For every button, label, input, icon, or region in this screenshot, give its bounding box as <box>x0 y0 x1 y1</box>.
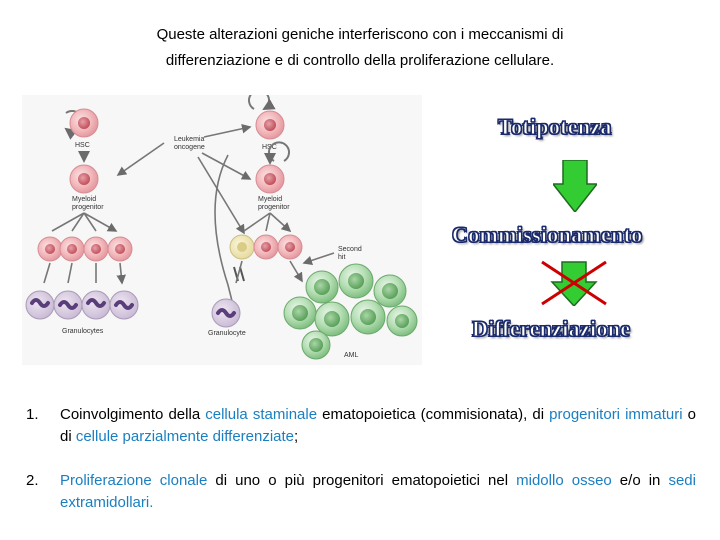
label-granulocyte: Granulocyte <box>208 330 246 337</box>
label-myeloid-right-2: progenitor <box>258 204 290 211</box>
text-span: ; <box>294 428 299 445</box>
highlight-span: sedi extramidollari. <box>60 472 696 511</box>
intermediate-cells-right <box>230 235 302 259</box>
text-span: e/o in <box>611 472 669 489</box>
label-second-hit-2: hit <box>338 254 346 261</box>
list-text <box>60 470 696 514</box>
label-granulocytes: Granulocytes <box>62 328 104 335</box>
intro-line-2: differenziazione e di controllo della proliferazione cellulare. <box>165 52 555 69</box>
list-text <box>60 404 696 448</box>
blocked-arrow-icon <box>538 260 610 306</box>
intro-line-1: Queste alterazioni geniche interferiscono con i meccanismi di <box>156 26 564 43</box>
label-leukemia-1: Leukemia <box>174 136 205 143</box>
text-span: ematopoietica (commisionata), di <box>317 406 550 423</box>
label-myeloid-right-1: Myeloid <box>258 196 283 203</box>
highlight-span: cellula staminale <box>205 406 318 423</box>
highlight-span: cellule parzialmente differenziate <box>75 428 295 445</box>
label-myeloid-left-2: progenitor <box>72 204 104 211</box>
list-item-2 <box>26 470 696 516</box>
flow-step-differenziazione: Differenziazione <box>472 316 631 341</box>
hsc-cell-left <box>70 109 98 137</box>
hsc-cell-right <box>256 111 284 139</box>
highlight-span: progenitori immaturi <box>549 406 683 423</box>
label-leukemia-2: oncogene <box>174 144 205 151</box>
myeloid-progenitor-right <box>256 165 284 193</box>
myeloid-progenitor-left <box>70 165 98 193</box>
highlight-span: midollo osseo <box>516 472 612 489</box>
label-aml: AML <box>344 352 359 359</box>
label-second-hit-1: Second <box>338 246 362 253</box>
highlight-span: Proliferazione clonale <box>60 472 208 489</box>
label-hsc-right: HSC <box>262 144 277 151</box>
flow-step-commissionamento: Commissionamento <box>452 222 643 247</box>
list-number: 2. <box>26 472 39 489</box>
label-myeloid-left-1: Myeloid <box>72 196 97 203</box>
text-span: o di <box>60 406 697 445</box>
list-item-1 <box>26 404 696 450</box>
intro-text <box>60 22 660 74</box>
down-arrow-icon <box>553 160 597 212</box>
granulocyte-right <box>212 299 240 327</box>
flow-step-totipotenza: Totipotenza <box>498 114 612 139</box>
list-number: 1. <box>26 406 39 423</box>
text-span: di uno o più progenitori ematopoietici nel <box>207 472 517 489</box>
label-hsc-left: HSC <box>75 142 90 149</box>
text-span: Coinvolgimento della <box>60 406 206 423</box>
hematopoiesis-diagram <box>22 95 422 365</box>
